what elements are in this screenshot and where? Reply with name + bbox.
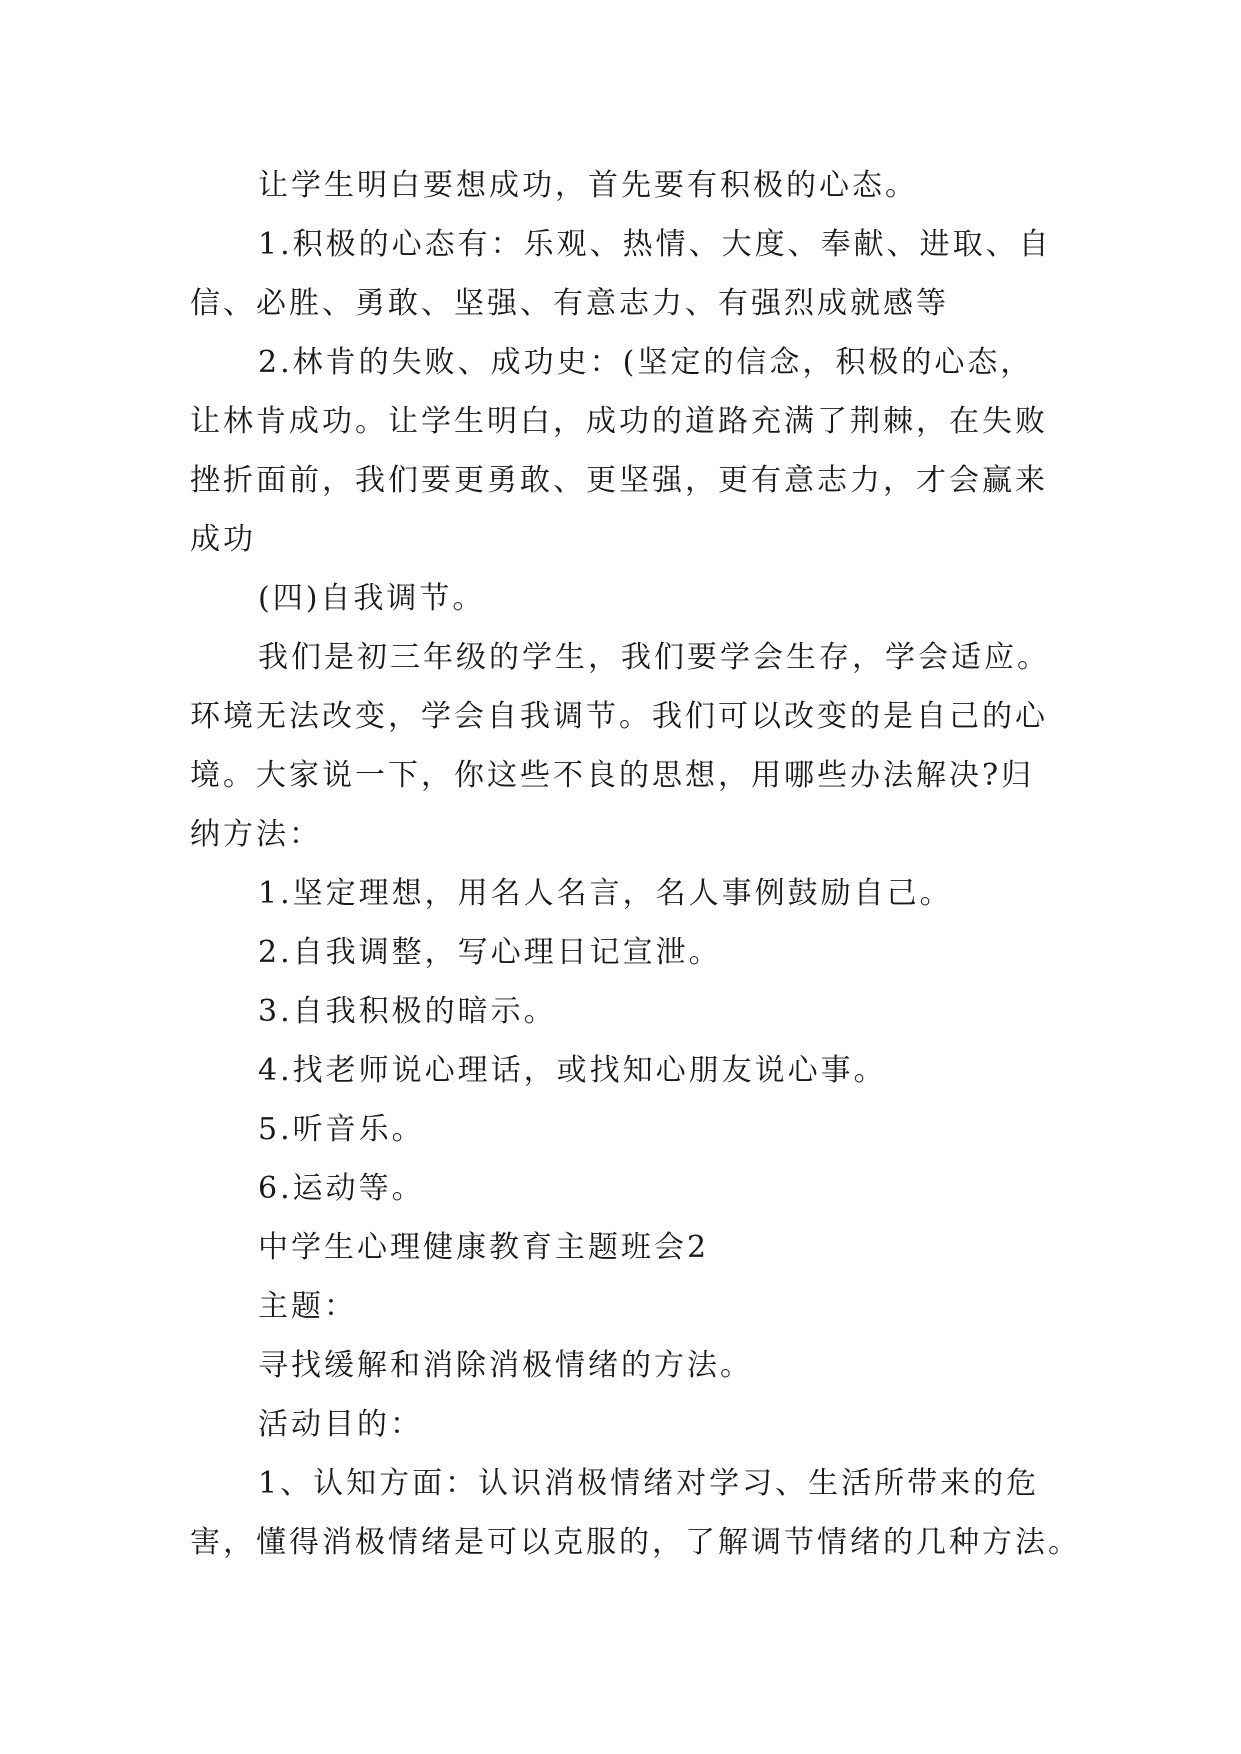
paragraph-line: 我们是初三年级的学生，我们要学会生存，学会适应。: [258, 640, 1050, 675]
paragraph-line: 境。大家说一下，你这些不良的思想，用哪些办法解决?归: [190, 758, 1035, 793]
list-item: 1.坚定理想，用名人名言，名人事例鼓励自己。: [258, 876, 953, 911]
paragraph-line: 让学生明白要想成功，首先要有积极的心态。: [258, 168, 918, 203]
paragraph-line: 挫折面前，我们要更勇敢、更坚强，更有意志力，才会赢来: [190, 463, 1048, 498]
section-title: 中学生心理健康教育主题班会2: [258, 1230, 710, 1265]
section-heading: (四)自我调节。: [258, 581, 486, 616]
paragraph-line: 成功: [190, 522, 256, 557]
paragraph-line: 让林肯成功。让学生明白，成功的道路充满了荆棘，在失败: [190, 404, 1048, 439]
paragraph-line: 信、必胜、勇敢、坚强、有意志力、有强烈成就感等: [190, 286, 949, 321]
list-item: 4.找老师说心理话，或找知心朋友说心事。: [258, 1053, 887, 1088]
paragraph-line: 活动目的：: [258, 1407, 423, 1442]
paragraph-line: 害，懂得消极情绪是可以克服的，了解调节情绪的几种方法。: [190, 1525, 1081, 1560]
paragraph-line: 环境无法改变，学会自我调节。我们可以改变的是自己的心: [190, 699, 1048, 734]
list-item: 2.自我调整，写心理日记宣泄。: [258, 935, 722, 970]
paragraph-line: 主题：: [258, 1289, 357, 1324]
paragraph-line: 寻找缓解和消除消极情绪的方法。: [258, 1348, 753, 1383]
list-item: 6.运动等。: [258, 1171, 425, 1206]
list-item: 3.自我积极的暗示。: [258, 994, 557, 1029]
list-item: 2.林肯的失败、成功史：(坚定的信念，积极的心态，: [258, 345, 1034, 380]
paragraph-line: 纳方法：: [190, 817, 322, 852]
list-item: 1、认知方面：认识消极情绪对学习、生活所带来的危: [258, 1466, 1040, 1501]
list-item: 5.听音乐。: [258, 1112, 425, 1147]
list-item: 1.积极的心态有：乐观、热情、大度、奉献、进取、自: [258, 227, 1052, 262]
